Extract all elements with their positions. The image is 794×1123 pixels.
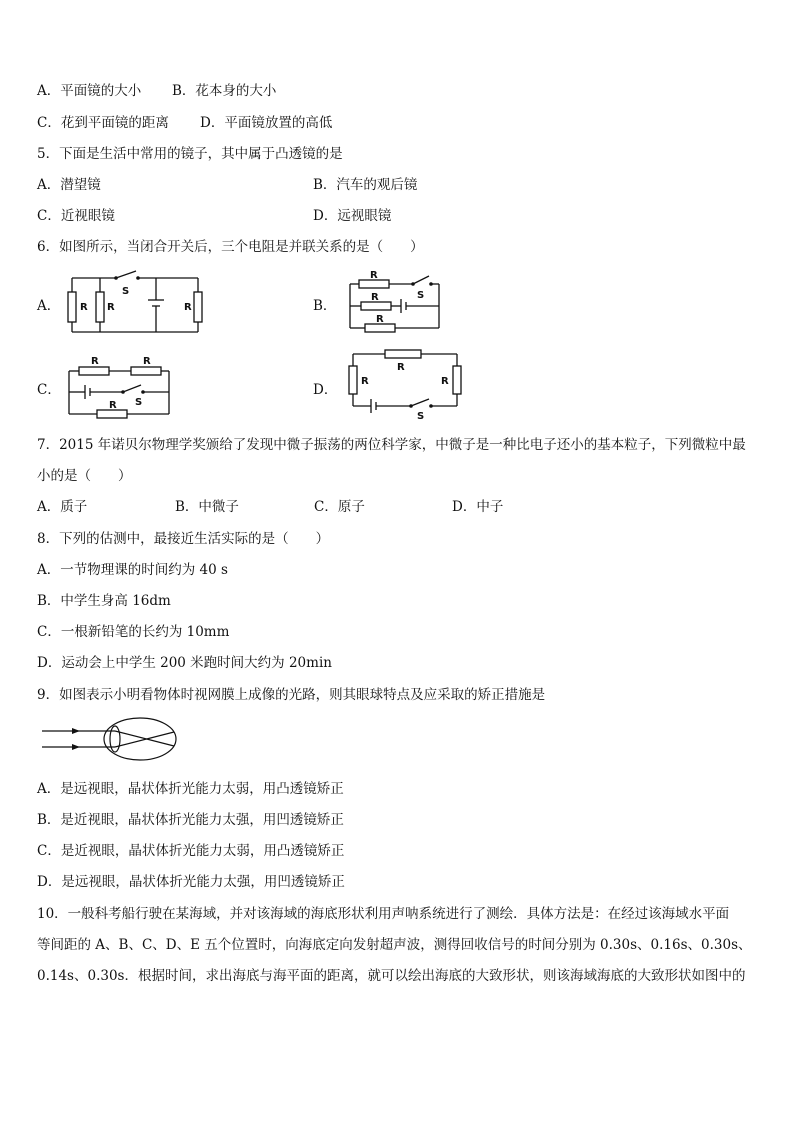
q8-option-d: D．运动会上中学生 200 米跑时间大约为 20min — [37, 655, 332, 671]
q6a-label-r3: R — [184, 302, 192, 313]
q7-option-c: C．原子 — [314, 499, 365, 515]
q10-stem-line3: 0.14s、0.30s．根据时间，求出海底与海平面的距离，就可以绘出海底的大致形状，则该海域海底的大致形状如图中的 — [37, 968, 746, 984]
q9-eye-diagram — [40, 714, 180, 764]
q9-stem: 9．如图表示小明看物体时视网膜上成像的光路，则其眼球特点及应采取的矫正措施是 — [37, 687, 546, 703]
q4-option-b: B．花本身的大小 — [172, 83, 277, 99]
q7-option-b: B．中微子 — [175, 499, 239, 515]
q5-option-b: B．汽车的观后镜 — [313, 177, 418, 193]
q6c-label-r1: R — [91, 356, 99, 367]
q6b-label-s: S — [417, 290, 425, 301]
q6b-label-r2: R — [371, 292, 379, 303]
q6-option-b-label: B． — [313, 298, 337, 314]
q8-option-c: C．一根新铅笔的长约为 10mm — [37, 624, 230, 640]
q8-option-b: B．中学生身高 16dm — [37, 593, 171, 609]
q10-stem-line1: 10．一般科考船行驶在某海域，并对该海域的海底形状利用声呐系统进行了测绘．具体方法是：在经过该海域水平面 — [37, 906, 730, 922]
q8-stem: 8．下列的估测中，最接近生活实际的是（ ） — [37, 531, 330, 547]
q6a-label-s: S — [122, 286, 130, 297]
q6c-label-s: S — [135, 397, 143, 408]
q6d-label-r2: R — [361, 376, 369, 387]
q6-option-d-label: D． — [313, 382, 338, 398]
q6b-label-r1: R — [370, 270, 378, 281]
q4-option-a: A．平面镜的大小 — [37, 83, 142, 99]
q6d-label-r1: R — [397, 362, 405, 373]
q6-circuit-a — [60, 270, 210, 342]
q6a-label-r1: R — [80, 302, 88, 313]
q6-circuit-c — [65, 354, 175, 420]
q6c-label-r3: R — [109, 400, 117, 411]
q4-option-d: D．平面镜放置的高低 — [200, 115, 333, 131]
q4-option-c: C．花到平面镜的距离 — [37, 115, 169, 131]
q8-option-a: A．一节物理课的时间约为 40 s — [37, 562, 228, 578]
q9-option-d: D．是远视眼，晶状体折光能力太强，用凹透镜矫正 — [37, 874, 345, 890]
q6c-label-r2: R — [143, 356, 151, 367]
q7-stem-line2: 小的是（ ） — [37, 468, 132, 484]
q6b-label-r3: R — [376, 314, 384, 325]
q9-option-b: B．是近视眼，晶状体折光能力太强，用凹透镜矫正 — [37, 812, 344, 828]
q7-option-d: D．中子 — [452, 499, 504, 515]
q5-option-a: A．潜望镜 — [37, 177, 101, 193]
q6d-label-s: S — [417, 411, 425, 422]
q6a-label-r2: R — [107, 302, 115, 313]
q6-circuit-d — [345, 348, 465, 420]
q5-option-d: D．远视眼镜 — [313, 208, 392, 224]
q7-option-a: A．质子 — [37, 499, 88, 515]
q10-stem-line2: 等间距的 A、B、C、D、E 五个位置时，向海底定向发射超声波，测得回收信号的时间分别为 0.30s、0.16s、0.30s、 — [37, 937, 752, 953]
q9-option-c: C．是近视眼，晶状体折光能力太弱，用凸透镜矫正 — [37, 843, 345, 859]
q6-option-a-label: A． — [37, 298, 61, 314]
q9-option-a: A．是远视眼，晶状体折光能力太弱，用凸透镜矫正 — [37, 781, 344, 797]
q6-stem: 6．如图所示，当闭合开关后，三个电阻是并联关系的是（ ） — [37, 239, 424, 255]
q5-stem: 5．下面是生活中常用的镜子，其中属于凸透镜的是 — [37, 146, 343, 162]
q7-stem-line1: 7．2015 年诺贝尔物理学奖颁给了发现中微子振荡的两位科学家，中微子是一种比电子还小的基本粒子，下列微粒中最 — [37, 437, 746, 453]
q6-circuit-b — [345, 268, 445, 340]
q6-option-c-label: C． — [37, 382, 61, 398]
q5-option-c: C．近视眼镜 — [37, 208, 115, 224]
q6d-label-r3: R — [441, 376, 449, 387]
